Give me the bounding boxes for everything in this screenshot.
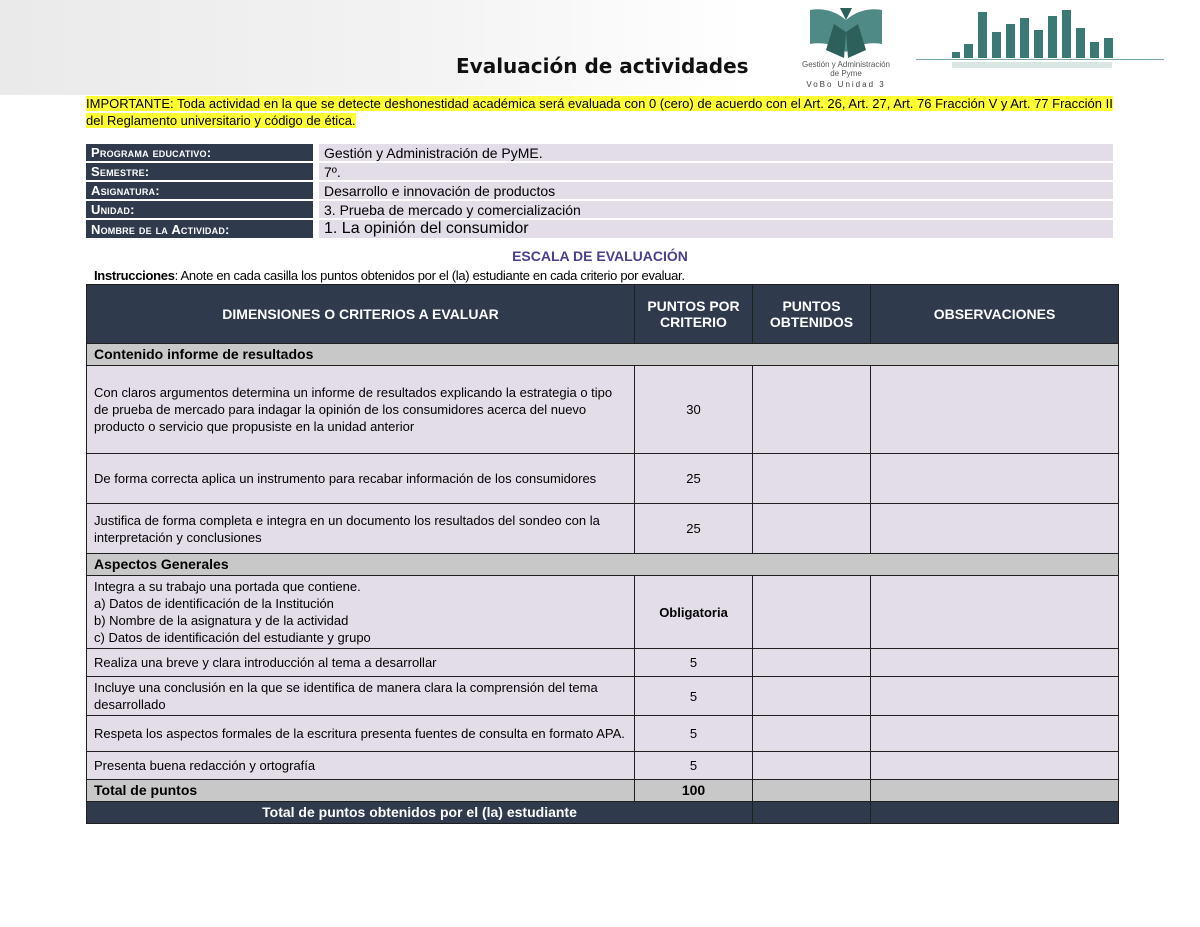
- instructions: Instrucciones: Anote en cada casilla los puntos obtenidos por el (la) estudiante en cada criterio por evaluar.: [94, 268, 685, 283]
- criterion-cell: Justifica de forma completa e integra en un documento los resultados del sondeo con la interpretación y conclusiones: [87, 504, 635, 554]
- total-row: [87, 780, 1119, 802]
- info-label: Unidad:: [86, 201, 313, 218]
- header-obtained: PUNTOS OBTENIDOS: [753, 285, 871, 344]
- info-label: Semestre:: [86, 163, 313, 180]
- section-title: Contenido informe de resultados: [87, 344, 1119, 366]
- obtained-cell[interactable]: [753, 716, 871, 752]
- section-row: [87, 344, 1119, 366]
- academic-honesty-warning: IMPORTANTE: Toda actividad en la que se detecte deshonestidad académica será evaluada con 0 (cero) de acuerdo con el Art. 26, Art. 27, Art. 76 Fracción V y Art. 77 Fracción II del Reglamento universitario y código de ética.: [86, 96, 1113, 128]
- header-observations: OBSERVACIONES: [871, 285, 1119, 344]
- info-row-unidad: [86, 201, 1113, 218]
- points-cell: 30: [635, 366, 753, 454]
- observations-cell[interactable]: [871, 752, 1119, 780]
- points-cell: 5: [635, 677, 753, 716]
- total-observations-cell: [871, 780, 1119, 802]
- criterion-cell: Con claros argumentos determina un informe de resultados explicando la estrategia o tipo de prueba de mercado para indagar la opinión de los consumidores acerca del nuevo producto o servicio que propusiste en la unidad anterior: [87, 366, 635, 454]
- table-row: [87, 576, 1119, 649]
- header-points: PUNTOS POR CRITERIO: [635, 285, 753, 344]
- info-label: Programa educativo:: [86, 144, 313, 161]
- criterion-cell: Incluye una conclusión en la que se identifica de manera clara la comprensión del tema desarrollado: [87, 677, 635, 716]
- table-row: [87, 752, 1119, 780]
- rubric-header-row: [87, 285, 1119, 344]
- observations-cell[interactable]: [871, 366, 1119, 454]
- obtained-cell[interactable]: [753, 504, 871, 554]
- obtained-total-row: [87, 802, 1119, 824]
- observations-cell[interactable]: [871, 716, 1119, 752]
- obtained-cell[interactable]: [753, 576, 871, 649]
- logo-divider: [916, 59, 1164, 60]
- info-value: 7º.: [313, 163, 1113, 180]
- logo-caption: Gestión y Administración de Pyme: [801, 60, 891, 78]
- obtained-cell[interactable]: [753, 454, 871, 504]
- observations-cell[interactable]: [871, 454, 1119, 504]
- info-value: Desarrollo e innovación de productos: [313, 182, 1113, 199]
- observations-cell[interactable]: [871, 677, 1119, 716]
- observations-cell[interactable]: [871, 504, 1119, 554]
- info-value: Gestión y Administración de PyME.: [313, 144, 1113, 161]
- obtained-cell[interactable]: [753, 677, 871, 716]
- observations-cell[interactable]: [871, 649, 1119, 677]
- obtained-total-cell[interactable]: [753, 802, 871, 824]
- table-row: [87, 677, 1119, 716]
- points-cell: 5: [635, 649, 753, 677]
- info-row-programa: [86, 144, 1113, 161]
- logo-vobo: VoBo Unidad 3: [806, 80, 886, 89]
- info-value: 3. Prueba de mercado y comercialización: [313, 201, 1113, 218]
- table-row: [87, 366, 1119, 454]
- criterion-cell: De forma correcta aplica un instrumento para recabar información de los consumidores: [87, 454, 635, 504]
- points-cell: 25: [635, 504, 753, 554]
- book-logo-icon: [786, 2, 906, 92]
- total-value: 100: [635, 780, 753, 802]
- info-label: Nombre de la Actividad:: [86, 220, 313, 238]
- info-value: 1. La opinión del consumidor: [313, 220, 1113, 238]
- info-label: Asignatura:: [86, 182, 313, 199]
- section-row: [87, 554, 1119, 576]
- rubric-table: [86, 284, 1119, 824]
- activity-info-table: [86, 142, 1113, 240]
- evaluation-scale-title: ESCALA DE EVALUACIÓN: [512, 248, 688, 264]
- obtained-cell[interactable]: [753, 752, 871, 780]
- obtained-cell[interactable]: [753, 366, 871, 454]
- obtained-total-label: Total de puntos obtenidos por el (la) estudiante: [87, 802, 753, 824]
- points-cell: Obligatoria: [635, 576, 753, 649]
- table-row: [87, 504, 1119, 554]
- table-row: [87, 454, 1119, 504]
- obtained-cell[interactable]: [753, 649, 871, 677]
- table-row: [87, 716, 1119, 752]
- criterion-cell: Integra a su trabajo una portada que contiene. a) Datos de identificación de la Institución b) Nombre de la asignatura y de la actividad c) Datos de identificación del estudiante y grupo: [87, 576, 635, 649]
- observations-cell[interactable]: [871, 576, 1119, 649]
- total-obtained-cell: [753, 780, 871, 802]
- total-label: Total de puntos: [87, 780, 635, 802]
- building-bars-logo-icon: [948, 8, 1118, 70]
- points-cell: 5: [635, 716, 753, 752]
- criterion-cell: Realiza una breve y clara introducción al tema a desarrollar: [87, 649, 635, 677]
- info-row-semestre: [86, 163, 1113, 180]
- points-cell: 5: [635, 752, 753, 780]
- info-row-actividad: [86, 220, 1113, 238]
- page-title: Evaluación de actividades: [456, 54, 749, 78]
- header-criteria: DIMENSIONES O CRITERIOS A EVALUAR: [87, 285, 635, 344]
- criterion-cell: Presenta buena redacción y ortografía: [87, 752, 635, 780]
- info-row-asignatura: [86, 182, 1113, 199]
- obtained-total-extra-cell: [871, 802, 1119, 824]
- section-title: Aspectos Generales: [87, 554, 1119, 576]
- criterion-cell: Respeta los aspectos formales de la escritura presenta fuentes de consulta en formato APA.: [87, 716, 635, 752]
- points-cell: 25: [635, 454, 753, 504]
- table-row: [87, 649, 1119, 677]
